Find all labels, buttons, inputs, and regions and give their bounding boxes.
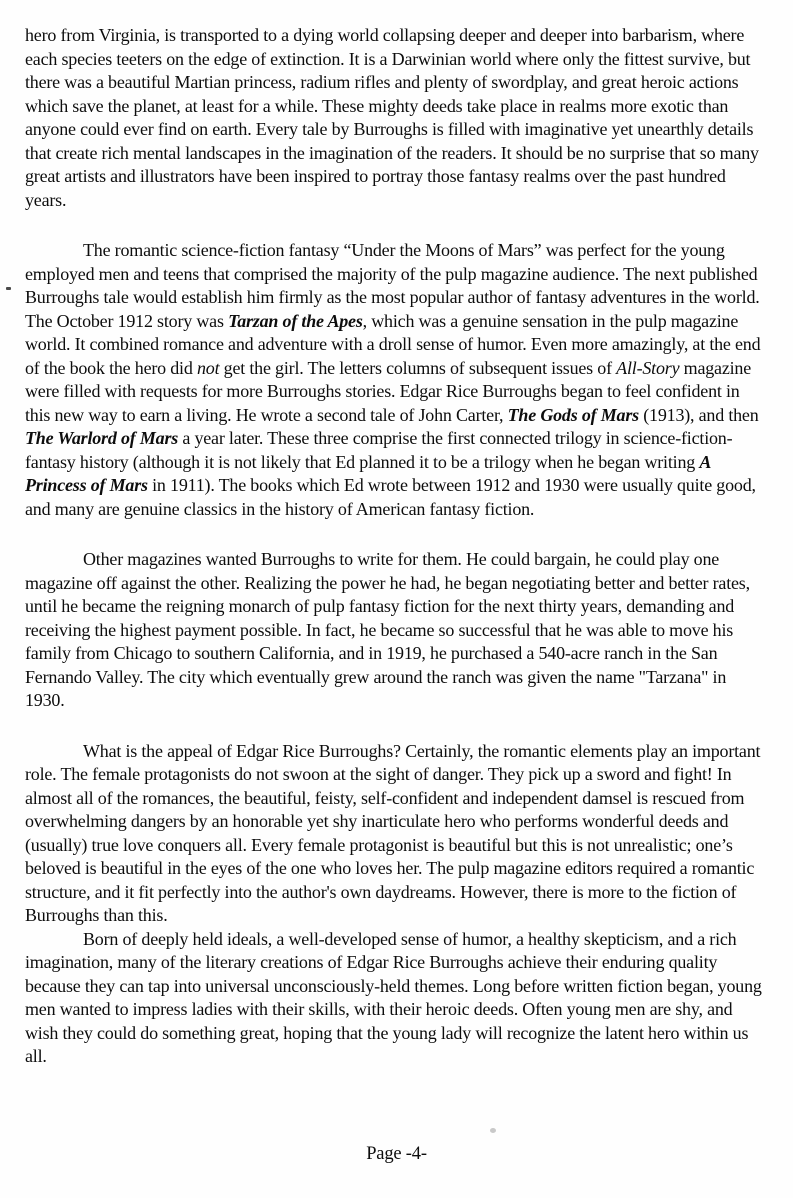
text-run: get the girl. The letters columns of subsequent issues of: [219, 357, 617, 378]
text-run: not: [196, 357, 220, 378]
paragraph-barsoom-continuation: [25, 24, 766, 212]
page-number: Page -4-: [366, 1144, 427, 1164]
text-run: The romantic science-fiction fantasy “Under the Moons of Mars” was perfect for the young employed men and teens that comprised the majority of the pulp magazine audience. The next published Burroughs tale would establish him firmly as the most popular author of fantasy adventures in the world. The October 1912 story was: [25, 240, 760, 331]
scan-speck-footer: [490, 1128, 496, 1133]
paragraph-appeal-of-burroughs: [25, 740, 766, 928]
scan-speck-left-margin: [6, 287, 11, 290]
text-run: The Warlord of Mars: [25, 428, 179, 448]
paragraph-under-the-moons-of-mars: [25, 239, 766, 521]
text-run: What is the appeal of Edgar Rice Burroughs? Certainly, the romantic elements play an important role. The female protagonists do not swoon at the sight of danger. They pick up a sword and fight! In almost all of the romances, the beautiful, feisty, self-confident and independent damsel is rescued from overwhelming dangers by an honorable yet shy inarticulate hero who performs wonderful deeds and (usually) true love conquers all. Every female protagonist is beautiful but this is not unrealistic; one’s beloved is beautiful in the eyes of the one who loves her. The pulp magazine editors required a romantic structure, and it fit perfectly into the author's own daydreams. However, there is more to the fiction of Burroughs than this.: [25, 740, 761, 925]
article-body: [25, 24, 766, 1069]
paragraph-other-magazines-tarzana: [25, 548, 766, 713]
text-run: in 1911). The books which Ed wrote between 1912 and 1930 were usually quite good, and many are genuine classics in the history of American fantasy fiction.: [25, 475, 756, 519]
text-run: All-Story: [616, 357, 680, 378]
text-run: Born of deeply held ideals, a well-developed sense of humor, a healthy skepticism, and a rich imagination, many of the literary creations of Edgar Rice Burroughs achieve their enduring quality because they can tap into universal unconsciously-held themes. Long before written fiction began, young men wanted to impress ladies with their skills, with their heroic deeds. Often young men are shy, and wish they could do something great, hoping that the young lady will recognize the latent hero within us all.: [25, 928, 762, 1066]
text-run: Other magazines wanted Burroughs to write for them. He could bargain, he could play one magazine off against the other. Realizing the power he had, he began negotiating better and better rates, until he became the reigning monarch of pulp fantasy fiction for the next thirty years, demanding and receiving the highest payment possible. In fact, he became so successful that he was able to move his family from Chicago to southern California, and in 1919, he purchased a 540-acre ranch in the San Fernando Valley. The city which eventually grew around the ranch was given the name "Tarzana" in 1930.: [25, 549, 750, 710]
text-run: The Gods of Mars: [507, 404, 639, 425]
text-run: A Princess of Mars: [25, 451, 711, 495]
text-run: a year later. These three comprise the first connected trilogy in science-fiction-fantasy history (although it is not likely that Ed planned it to be a trilogy when he began writing: [25, 428, 733, 472]
text-run: hero from Virginia, is transported to a dying world collapsing deeper and deeper into barbarism, where each species teeters on the edge of extinction. It is a Darwinian world where only the fittest survive, but there was a beautiful Martian princess, radium rifles and plenty of swordplay, and great heroic actions which save the planet, at least for a while. These mighty deeds take place in realms more exotic than anyone could ever find on earth. Every tale by Burroughs is filled with imaginative yet unearthly details that create rich mental landscapes in the imagination of the readers. It should be no surprise that so many great artists and illustrators have been inspired to portray those fantasy realms over the past hundred years.: [25, 25, 759, 210]
text-run: (1913), and then: [638, 404, 759, 425]
text-run: magazine were filled with requests for more Burroughs stories. Edgar Rice Burroughs began to feel confident in this new way to earn a living. He wrote a second tale of John Carter,: [25, 357, 752, 425]
paragraph-deeply-held-ideals: [25, 928, 766, 1069]
text-run: , which was a genuine sensation in the pulp magazine world. It combined romance and adventure with a droll sense of humor. Even more amazingly, at the end of the book the hero did: [25, 310, 761, 378]
text-run: Tarzan of the Apes: [228, 310, 363, 331]
